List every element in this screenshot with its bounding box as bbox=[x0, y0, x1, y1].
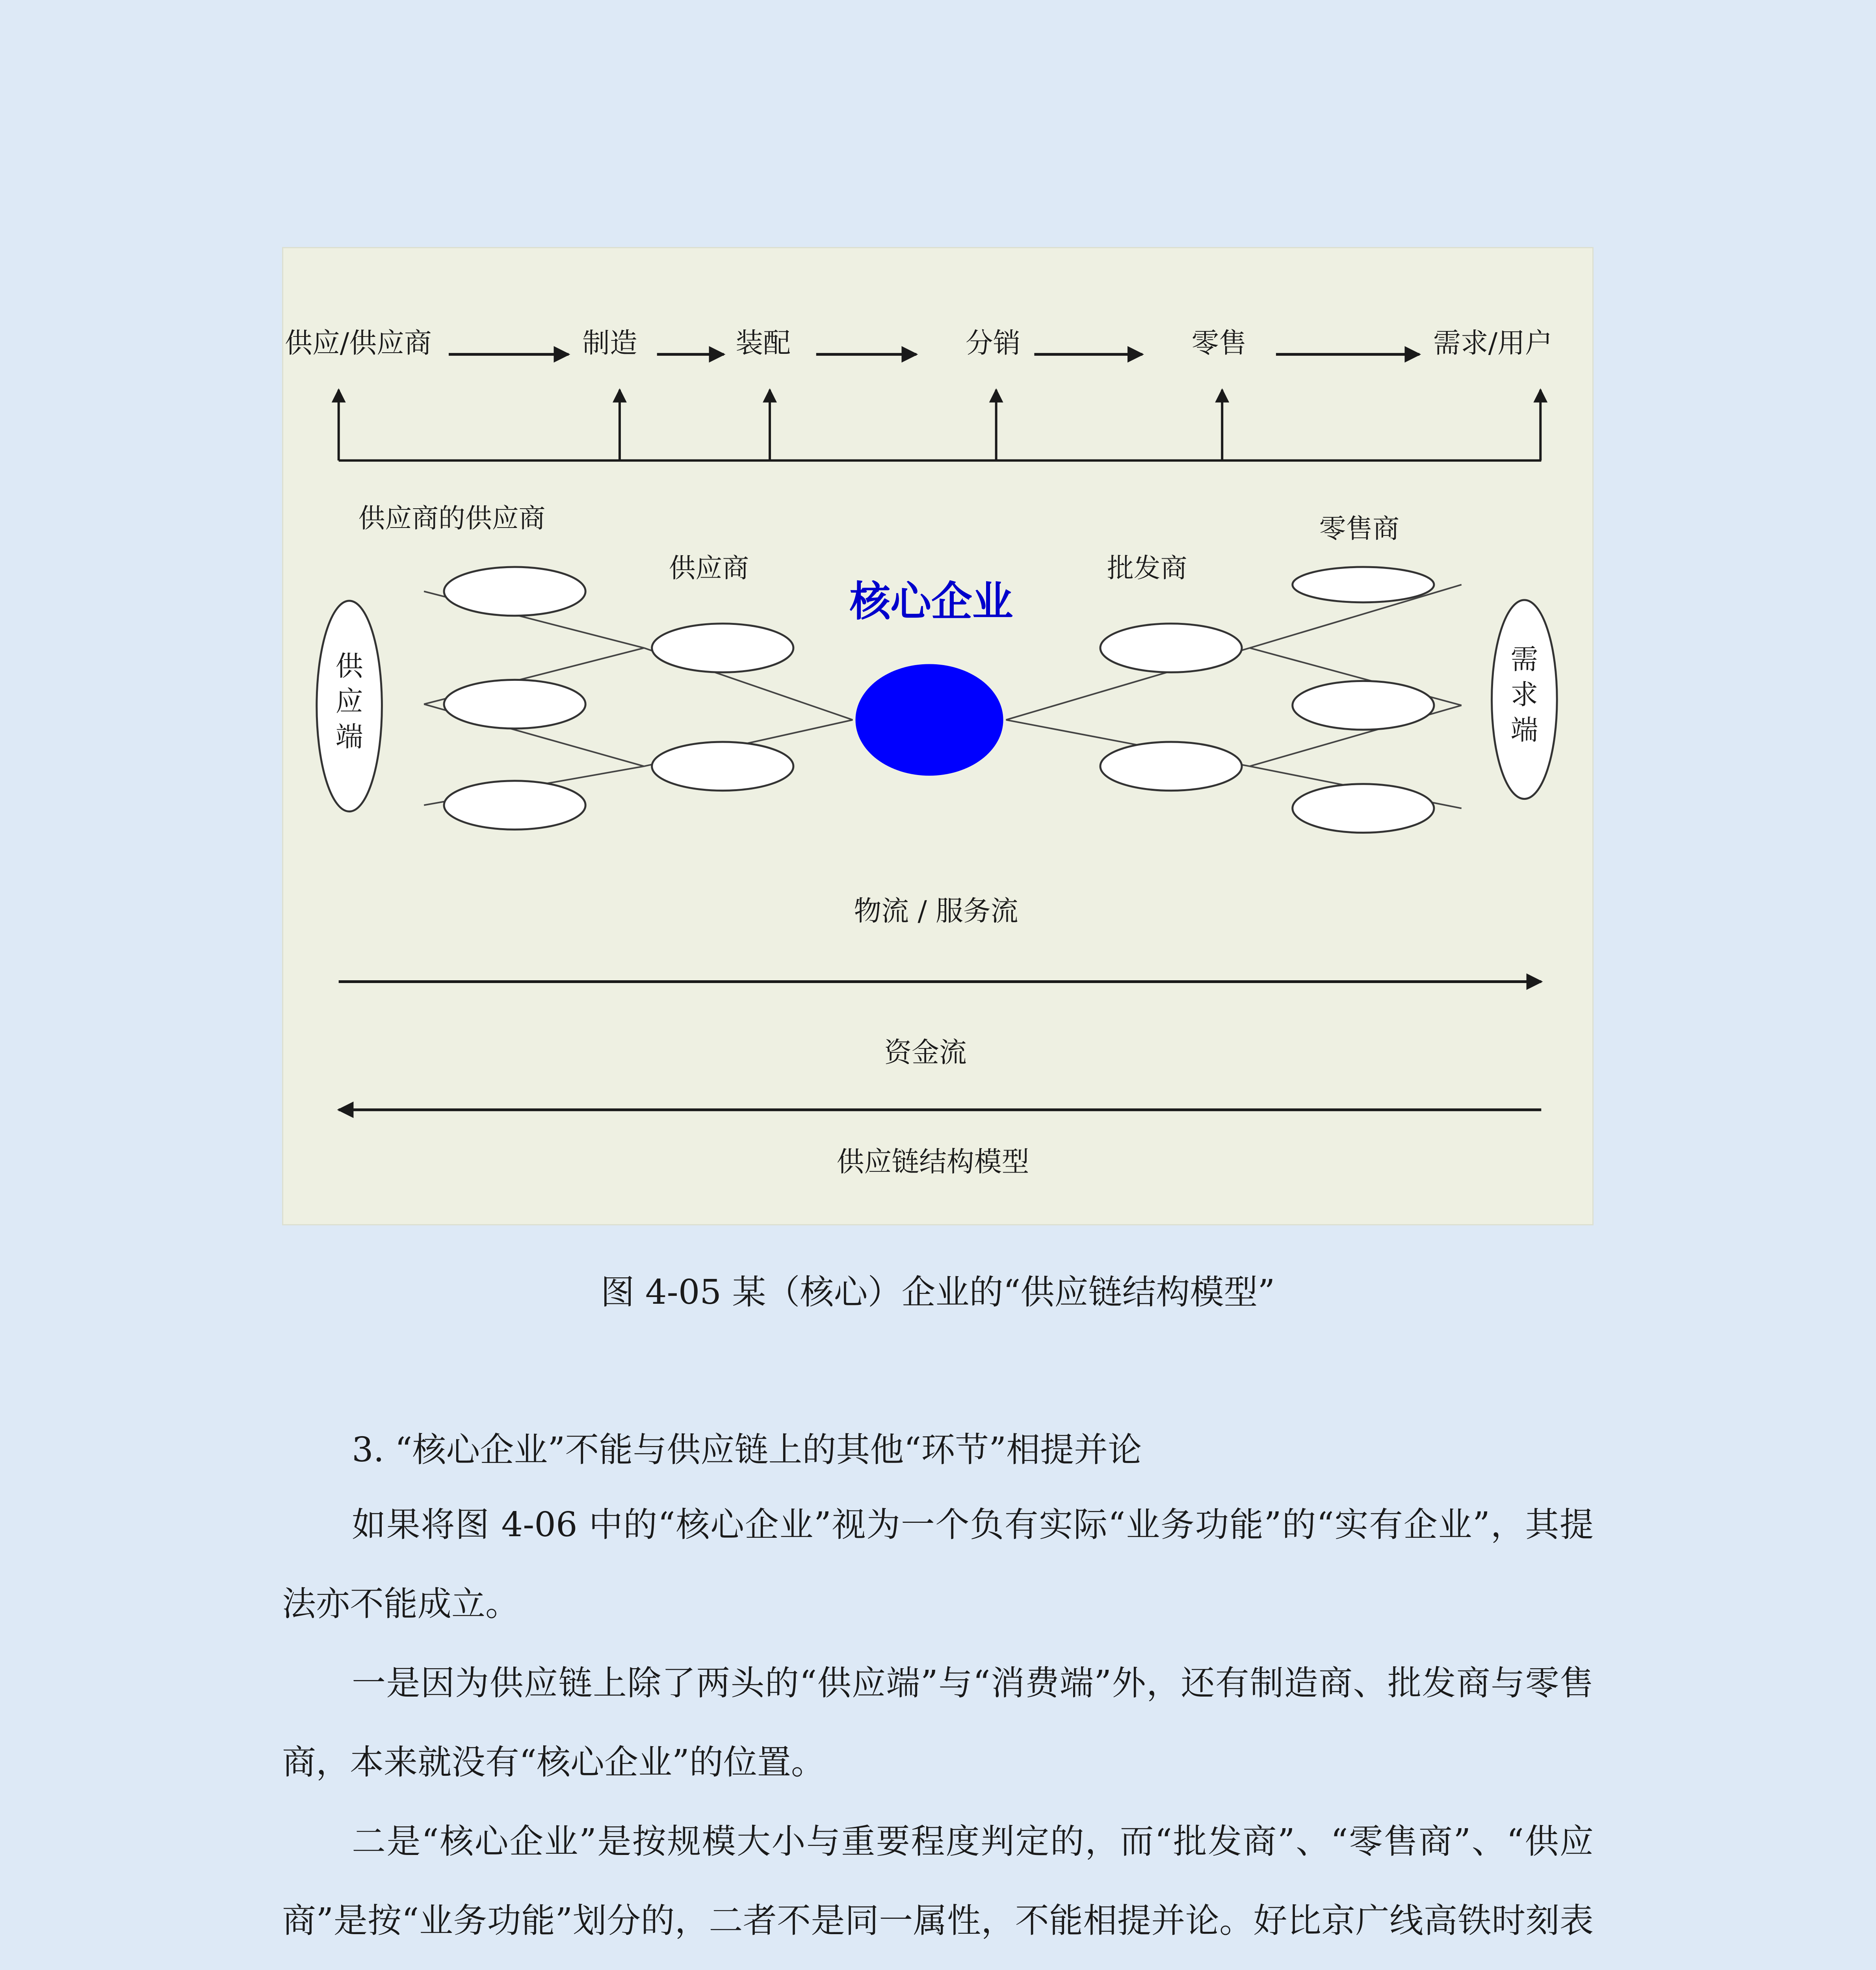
model-title: 供应链结构模型 bbox=[836, 1146, 1029, 1178]
supply-end-char: 应 bbox=[335, 686, 363, 718]
supply-end-label bbox=[336, 650, 364, 753]
supplier-node bbox=[652, 624, 793, 673]
supplier-of-supplier-node bbox=[444, 781, 585, 830]
supplier-of-supplier-node bbox=[444, 567, 585, 616]
demand-end-char: 需 bbox=[1510, 643, 1538, 676]
label-supplier: 供应商 bbox=[669, 552, 749, 584]
section-heading: 3. “核心企业”不能与供应链上的其他“环节”相提并论 bbox=[352, 1430, 1142, 1470]
feedback-bracket bbox=[339, 390, 1542, 461]
flow-label-assembly: 装配 bbox=[736, 327, 791, 359]
supplier-node bbox=[652, 742, 793, 791]
supply-chain-diagram bbox=[283, 248, 1592, 1224]
supply-chain-figure bbox=[282, 247, 1594, 1225]
logistics-flow-label: 物流 / 服务流 bbox=[854, 895, 1018, 927]
wholesaler-node bbox=[1100, 624, 1242, 673]
demand-end-char: 端 bbox=[1510, 714, 1538, 746]
flow-label-retail: 零售 bbox=[1191, 327, 1247, 359]
flow-label-demand: 需求/用户 bbox=[1433, 327, 1553, 359]
label-supplier-of-supplier: 供应商的供应商 bbox=[358, 502, 546, 534]
supply-end-char: 端 bbox=[335, 721, 363, 753]
flow-label-manufacture: 制造 bbox=[582, 327, 637, 359]
supplier-of-supplier-node bbox=[444, 680, 585, 729]
demand-end-char: 求 bbox=[1510, 679, 1538, 711]
wholesaler-node bbox=[1100, 742, 1242, 791]
demand-end-label bbox=[1510, 643, 1538, 746]
paragraph: 如果将图 4-06 中的“核心企业”视为一个负有实际“业务功能”的“实有企业”，其提法亦不能成立。 bbox=[282, 1505, 1594, 1624]
figure-caption: 图 4-05 某（核心）企业的“供应链结构模型” bbox=[600, 1273, 1275, 1312]
paragraph: 二是“核心企业”是按规模大小与重要程度判定的，而“批发商”、“零售商”、“供应商”是按“业务功能”划分的，二者不是同一属性，不能相提并论。好比京广线高铁时刻表 bbox=[282, 1822, 1594, 1940]
label-wholesaler: 批发商 bbox=[1107, 552, 1187, 584]
retailer-node bbox=[1293, 681, 1434, 730]
label-retailer: 零售商 bbox=[1319, 513, 1400, 545]
paragraph: 一是因为供应链上除了两头的“供应端”与“消费端”外，还有制造商、批发商与零售商，本来就没有“核心企业”的位置。 bbox=[282, 1663, 1594, 1782]
retailer-node bbox=[1293, 784, 1434, 833]
core-enterprise-node bbox=[856, 664, 1003, 775]
capital-flow-label: 资金流 bbox=[884, 1036, 967, 1069]
label-core-enterprise: 核心企业 bbox=[849, 578, 1013, 626]
retailer-node bbox=[1293, 567, 1434, 602]
flow-label-distribution: 分销 bbox=[965, 327, 1021, 359]
flow-label-supply: 供应/供应商 bbox=[285, 327, 432, 359]
supply-end-char: 供 bbox=[335, 650, 363, 682]
